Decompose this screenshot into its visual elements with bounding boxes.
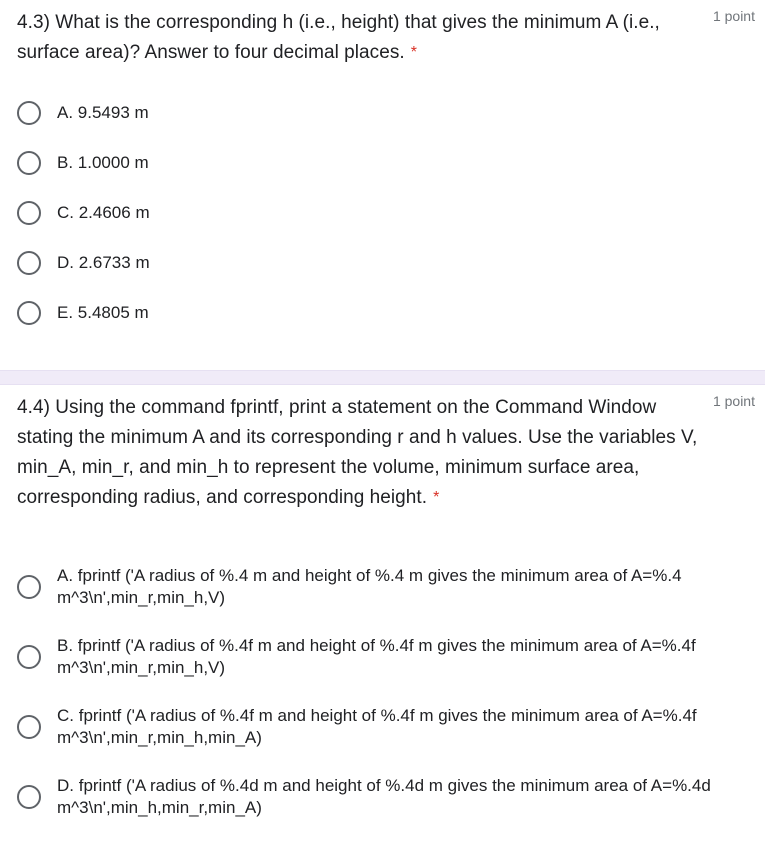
- required-asterisk: *: [410, 44, 417, 61]
- option-label: E. 5.4805 m: [57, 303, 149, 322]
- radio-button-icon[interactable]: [17, 575, 41, 599]
- points-label: 1 point: [712, 393, 755, 409]
- option-label: A. 9.5493 m: [57, 103, 149, 122]
- radio-button-icon[interactable]: [17, 715, 41, 739]
- radio-button-icon[interactable]: [17, 251, 41, 275]
- question-header: [17, 8, 765, 68]
- option-label: C. fprintf ('A radius of %.4f m and height of %.4f m gives the minimum area of A=%.4f m^3\n',min_r,min_h,min_A): [57, 706, 697, 747]
- question-card-4-3: [0, 0, 765, 370]
- option-label: D. fprintf ('A radius of %.4d m and height of %.4d m gives the minimum area of A=%.4d m^3\n',min_h,min_r,min_A): [57, 776, 711, 817]
- question-title: 4.3) What is the corresponding h (i.e., height) that gives the minimum A (i.e., surface area)? Answer to four decimal places. *: [17, 12, 660, 63]
- option-b[interactable]: [17, 635, 747, 679]
- option-label: B. fprintf ('A radius of %.4f m and height of %.4f m gives the minimum area of A=%.4f m^3\n',min_r,min_h,V): [57, 636, 696, 677]
- option-label: B. 1.0000 m: [57, 153, 149, 172]
- option-c[interactable]: [17, 201, 150, 225]
- option-label: A. fprintf ('A radius of %.4 m and height of %.4 m gives the minimum area of A=%.4 m^3\n',min_r,min_h,V): [57, 566, 682, 607]
- radio-button-icon[interactable]: [17, 645, 41, 669]
- radio-button-icon[interactable]: [17, 301, 41, 325]
- question-header: [17, 393, 765, 513]
- option-b[interactable]: [17, 151, 149, 175]
- points-label: 1 point: [712, 8, 755, 24]
- radio-button-icon[interactable]: [17, 201, 41, 225]
- option-d[interactable]: [17, 775, 747, 819]
- option-c[interactable]: [17, 705, 747, 749]
- question-card-4-4: [0, 385, 765, 843]
- option-d[interactable]: [17, 251, 150, 275]
- radio-button-icon[interactable]: [17, 101, 41, 125]
- option-a[interactable]: [17, 565, 747, 609]
- option-label: C. 2.4606 m: [57, 203, 150, 222]
- radio-button-icon[interactable]: [17, 151, 41, 175]
- option-e[interactable]: [17, 301, 149, 325]
- question-title: 4.4) Using the command fprintf, print a statement on the Command Window stating the minimum A and its corresponding r and h values. Use the variables V, min_A, min_r, and min_h to represent the volume, minimum surface area, corresponding radius, and corresponding height. *: [17, 397, 698, 508]
- question-separator: [0, 370, 765, 385]
- radio-button-icon[interactable]: [17, 785, 41, 809]
- option-label: D. 2.6733 m: [57, 253, 150, 272]
- required-asterisk: *: [433, 489, 440, 506]
- option-a[interactable]: [17, 101, 149, 125]
